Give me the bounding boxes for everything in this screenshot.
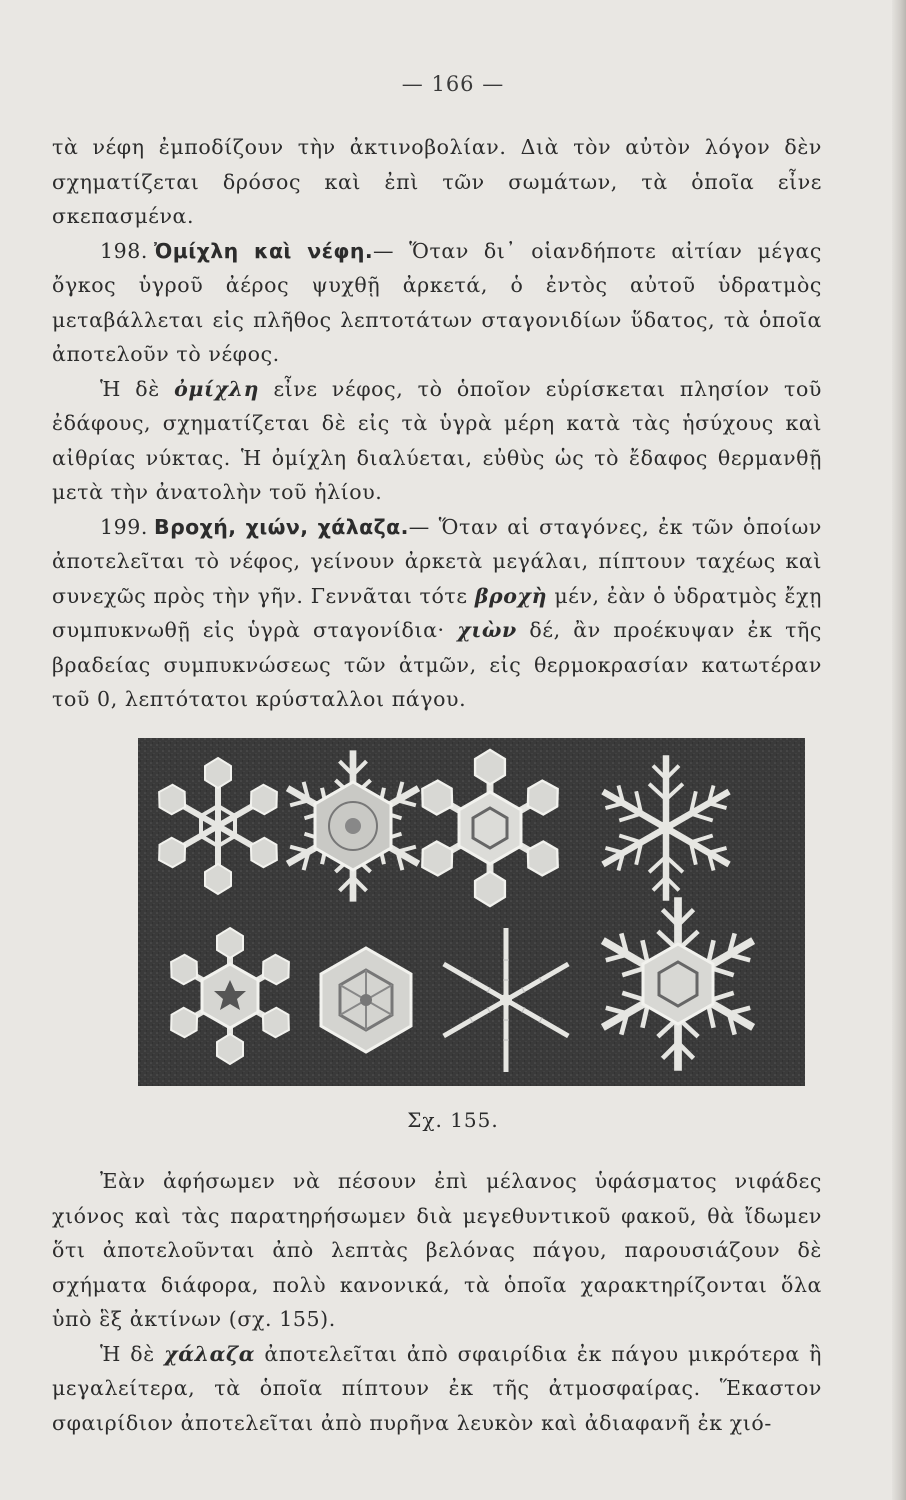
term-snow: χιὼν [457, 618, 517, 642]
text-run: Ἡ δὲ [100, 1341, 165, 1366]
text-run: ἀποτελεῖται ἀπὸ σφαιρίδια ἐκ πάγου μικρότερα ἢ μεγαλείτερα, τὰ ὁποῖα πίπτουν ἐκ τῆς ἀτμοσφαίρας. Ἕκαστον σφαιρίδιον ἀποτελεῖται ἀπὸ πυρῆνα λευκὸν καὶ ἀδιαφανῆ ἐκ χιό- [52, 1341, 823, 1435]
section-text: — Ὅταν δι᾽ οἱανδήποτε αἰτίαν μέγας ὄγκος ὑγροῦ ἀέρος ψυχθῇ ἀρκετά, ὁ ἐντὸς αὐτοῦ ὑδρατμὸς μεταβάλλεται εἰς πλῆθος λεπτοτάτων σταγονιδίων ὕδατος, τὰ ὁποῖα ἀποτελοῦν τὸ νέφος. [52, 238, 822, 366]
paragraph-198 [52, 234, 822, 372]
snowflake-figure [138, 738, 805, 1086]
text-run: δέ, ἂν προέκυψαν ἐκ τῆς βραδείας συμπυκνώσεως τῶν ἀτμῶν, εἰς θερμοκρασίαν κατωτέραν τοῦ 0, λεπτότατοι κρύσταλλοι πάγου. [52, 618, 823, 711]
text-block-bottom [52, 1164, 822, 1440]
paragraph-hail [52, 1337, 822, 1441]
term-fog: ὀμίχλη [174, 376, 260, 401]
text-run: — Ὅταν αἱ σταγόνες, ἐκ τῶν ὁποίων ἀποτελεῖται τὸ νέφος, γείνουν ἀρκετὰ μεγάλαι, πίπτουν ταχέως καὶ συνεχῶς πρὸς τὴν γῆν. Γεννᾶται τότε [52, 514, 822, 608]
section-number: 198. [100, 238, 149, 263]
page-edge [892, 0, 906, 1500]
page-number: — 166 — [401, 72, 505, 96]
text-run: μέν, ἐὰν ὁ ὑδρατμὸς ἔχῃ συμπυκνωθῇ εἰς ὑγρὰ σταγονίδια· [52, 583, 823, 642]
figure-caption: Σχ. 155. [407, 1108, 499, 1132]
section-number: 199. [100, 514, 149, 539]
paragraph-fog [52, 372, 822, 510]
paragraph-intro: τὰ νέφη ἐμποδίζουν τὴν ἀκτινοβολίαν. Διὰ τὸν αὐτὸν λόγον δὲν σχηματίζεται δρόσος καὶ ἐπὶ τῶν σωμάτων, τὰ ὁποῖα εἶνε σκεπασμένα. [52, 135, 822, 228]
text-run: εἶνε νέφος, τὸ ὁποῖον εὑρίσκεται πλησίον τοῦ ἐδάφους, σχηματίζεται δὲ εἰς τὰ ὑγρὰ μέρη κατὰ τὰς ἡσύχους καὶ αἰθρίας νύκτας. Ἡ ὀμίχλη διαλύεται, εὐθὺς ὡς τὸ ἔδαφος θερμανθῇ μετὰ τὴν ἀνατολὴν τοῦ ἡλίου. [52, 376, 822, 504]
term-rain: βροχὴ [474, 583, 548, 608]
paragraph-snowflakes: Ἐὰν ἀφήσωμεν νὰ πέσουν ἐπὶ μέλανος ὑφάσματος νιφάδες χιόνος καὶ τὰς παρατηρήσωμεν διὰ μεγεθυντικοῦ φακοῦ, θὰ ἴδωμεν ὅτι ἀποτελοῦνται ἀπὸ λεπτὰς βελόνας πάγου, παρουσιάζουν δὲ σχήματα διάφορα, πολὺ κανονικά, τὰ ὁποῖα χαρακτηρίζονται ὅλα ὑπὸ ἓξ ἀκτίνων (σχ. 155). [52, 1169, 822, 1331]
text-block-top [52, 130, 822, 717]
text-run: Ἡ δὲ [100, 376, 175, 401]
section-title: Βροχή, χιών, χάλαζα. [154, 514, 409, 539]
term-hail: χάλαζα [164, 1341, 256, 1366]
paragraph-199 [52, 510, 822, 717]
snowflake-crystals-illustration [138, 738, 805, 1086]
section-title: Ὀμίχλη καὶ νέφη. [154, 238, 374, 263]
